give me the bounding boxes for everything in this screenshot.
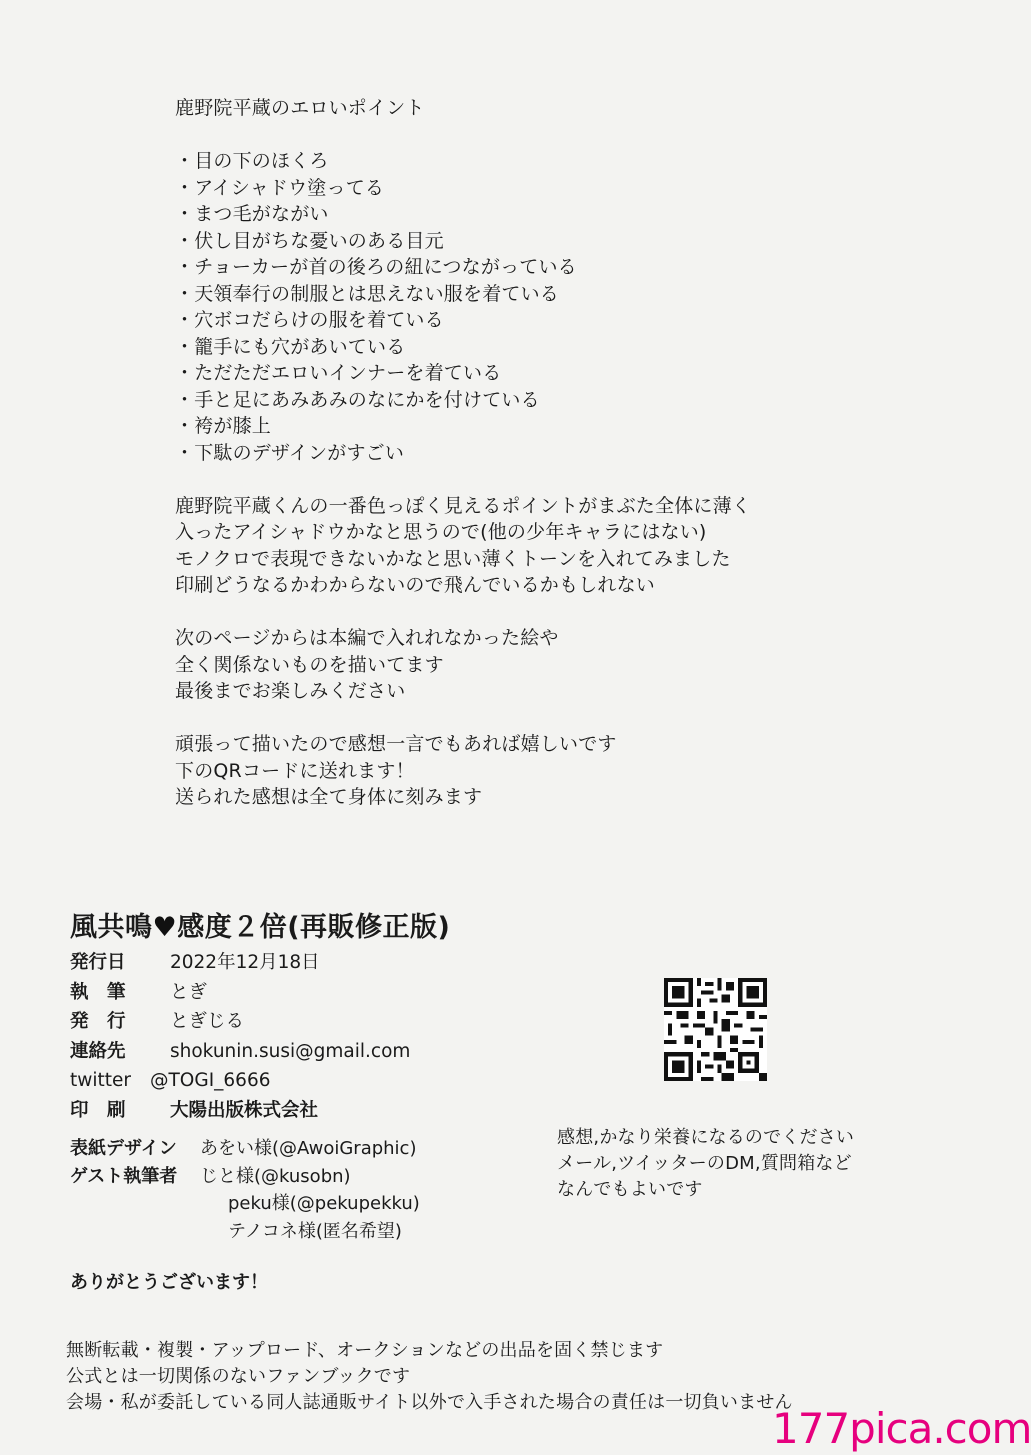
- colophon-key: 印 刷: [70, 1099, 126, 1121]
- paragraph-line: 下のQRコードに送れます！: [175, 759, 415, 782]
- legal-line: 無断転載・複製・アップロード、オークションなどの出品を固く禁じます: [66, 1340, 664, 1361]
- paragraph-line: 送られた感想は全て身体に刻みます: [175, 786, 483, 808]
- list-item: ・チョーカーが首の後ろの紐につながっている: [175, 256, 577, 278]
- qr-note-line: 感想,かなり栄養になるのでください: [557, 1127, 855, 1148]
- list-item: ・アイシャドウ塗ってる: [175, 176, 385, 199]
- watermark: 177pica.com: [772, 1404, 1031, 1453]
- colophon-row: [70, 948, 410, 978]
- twitter-handle[interactable]: @TOGI_6666: [150, 1070, 271, 1091]
- paragraph-line: 全く関係ないものを描いてます: [175, 653, 444, 676]
- colophon-value: とぎじる: [170, 1011, 245, 1032]
- contact-email[interactable]: shokunin.susi@gmail.com: [170, 1040, 411, 1062]
- colophon-key: 執 筆: [70, 981, 126, 1003]
- list-item: ・籠手にも穴があいている: [175, 335, 406, 358]
- credit-value: peku様(@pekupekku): [228, 1193, 420, 1214]
- paragraph-line: 入ったアイシャドウかなと思うので(他の少年キャラにはない): [175, 521, 707, 543]
- list-item: ・伏し目がちな憂いのある目元: [175, 229, 444, 252]
- qr-note: [557, 1125, 854, 1203]
- legal-notice: [66, 1338, 793, 1416]
- list-item: ・穴ボコだらけの服を着ている: [175, 309, 444, 331]
- colophon-key: twitter: [70, 1070, 132, 1091]
- colophon-value: 2022年12月18日: [170, 952, 320, 973]
- colophon-row: [70, 1066, 410, 1096]
- paragraph-line: 頑張って描いたので感想一言でもあれば嬉しいです: [175, 733, 617, 755]
- qr-note-line: なんでもよいです: [557, 1179, 703, 1200]
- credit-key: ゲスト執筆者: [70, 1165, 178, 1187]
- blank-line: [175, 466, 751, 493]
- paragraph-line: 鹿野院平蔵くんの一番色っぽく見えるポイントがまぶた全体に薄く: [175, 494, 752, 517]
- thanks-text: ありがとうございます！: [70, 1272, 268, 1293]
- colophon-key: 連絡先: [70, 1040, 126, 1062]
- list-item: ・目の下のほくろ: [175, 150, 329, 172]
- blank-line: [175, 599, 751, 626]
- list-item: ・天領奉行の制服とは思えない服を着ている: [175, 282, 560, 305]
- blank-line: [175, 705, 751, 732]
- title-part-1: 風共鳴: [70, 912, 153, 943]
- credit-row: [70, 1163, 420, 1191]
- credit-key: 表紙デザイン: [70, 1138, 177, 1159]
- list-item: ・袴が膝上: [175, 415, 272, 437]
- credit-row: [70, 1218, 420, 1246]
- legal-line: 公式とは一切関係のないファンブックです: [66, 1366, 411, 1387]
- paragraph-line: 最後までお楽しみください: [175, 680, 406, 702]
- colophon-value: 大陽出版株式会社: [170, 1099, 319, 1121]
- paragraph-line: 次のページからは本編で入れれなかった絵や: [175, 627, 559, 649]
- heart-icon: ♥: [152, 912, 178, 943]
- paragraph-line: モノクロで表現できないかなと思い薄くトーンを入れてみました: [175, 547, 731, 570]
- afterword: [175, 95, 751, 811]
- colophon-row: [70, 1007, 410, 1037]
- list-item: ・下駄のデザインがすごい: [175, 441, 405, 464]
- legal-line: 会場・私が委託している同人誌通販サイト以外で入手された場合の責任は一切負いません: [66, 1392, 793, 1413]
- credit-row: [70, 1135, 420, 1163]
- colophon-row: [70, 1096, 410, 1126]
- book-title: [70, 905, 450, 944]
- list-item: ・まつ毛がながい: [175, 203, 329, 225]
- qr-code-icon[interactable]: [664, 978, 767, 1081]
- credit-row: [70, 1190, 420, 1218]
- colophon-key: 発 行: [70, 1011, 126, 1032]
- title-part-2: 感度２倍(再販修正版): [177, 912, 451, 943]
- list-item: ・ただただエロいインナーを着ている: [175, 362, 502, 384]
- credit-value: じと様(@kusobn): [200, 1165, 351, 1187]
- paragraph-line: 印刷どうなるかわからないので飛んでいるかもしれない: [175, 574, 656, 596]
- list-item: ・手と足にあみあみのなにかを付けている: [175, 388, 540, 411]
- qr-note-line: メール,ツイッターのDM,質問箱など: [557, 1153, 852, 1174]
- colophon-row: [70, 978, 410, 1008]
- afterword-heading: 鹿野院平蔵のエロいポイント: [175, 97, 425, 119]
- blank-line: [175, 122, 751, 149]
- credits: [70, 1135, 420, 1245]
- colophon: [70, 948, 410, 1125]
- colophon-key: 発行日: [70, 952, 126, 973]
- colophon-row: [70, 1037, 410, 1067]
- colophon-value: とぎ: [170, 981, 208, 1003]
- credit-value: あをい様(@AwoiGraphic): [200, 1138, 417, 1159]
- credit-value: テノコネ様(匿名希望): [228, 1220, 402, 1242]
